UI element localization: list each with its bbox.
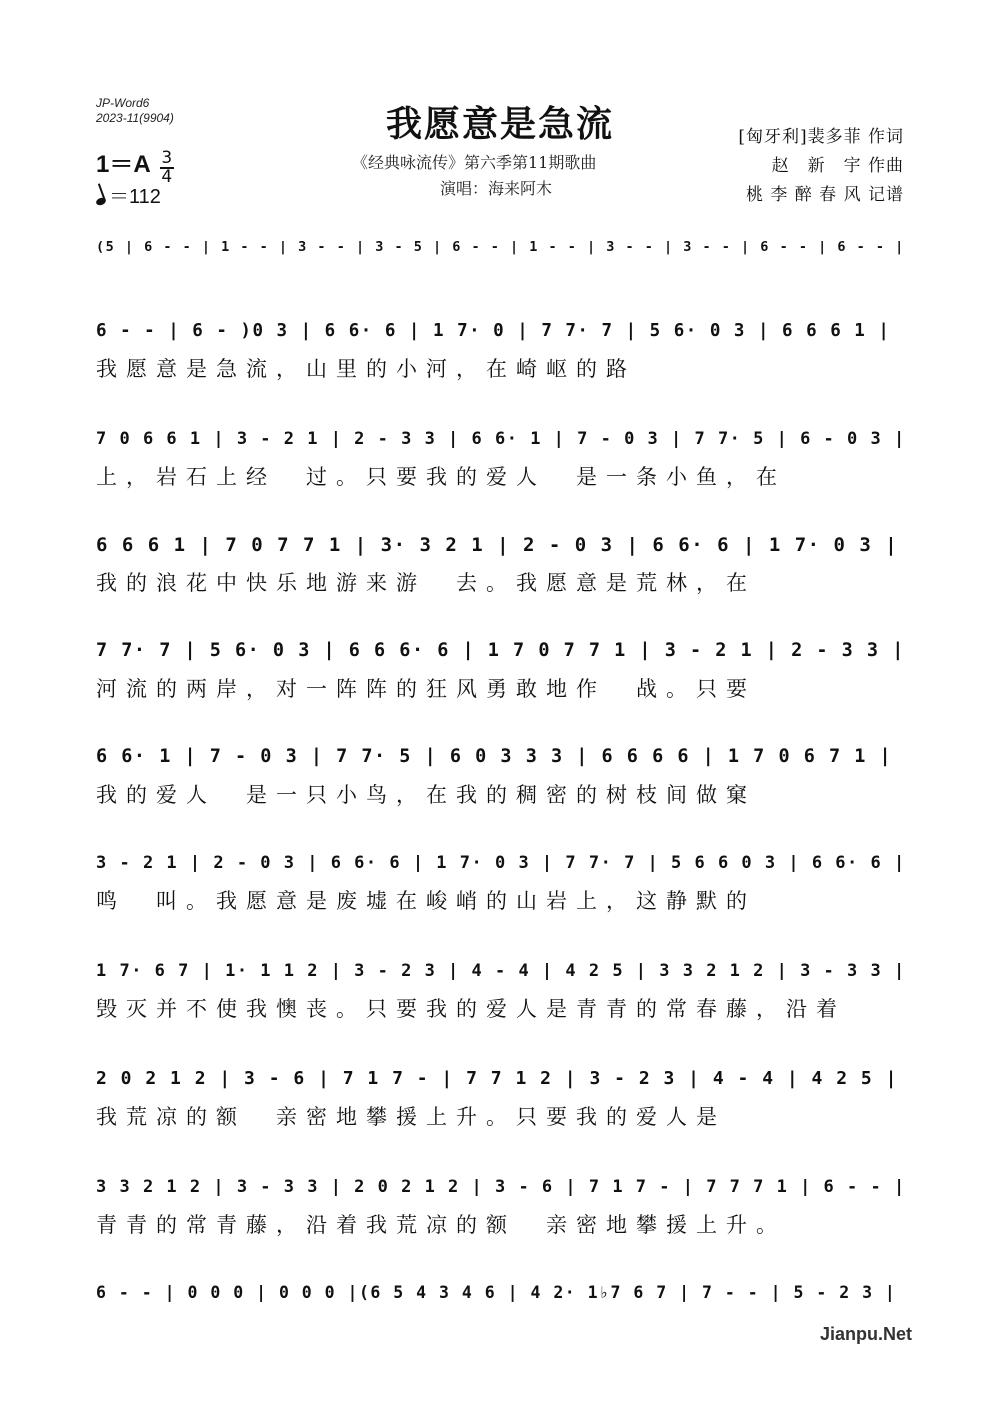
tempo-mark <box>96 180 161 209</box>
lyric-line: 我愿意是急流，山里的小河，在崎岖的路 <box>96 357 636 381</box>
software-name: JP-Word6 <box>96 96 150 110</box>
lyric-line: 毁灭并不使我懊丧。只要我的爱人是青青的常春藤，沿着 <box>96 997 846 1021</box>
software-version: 2023-11(9904) <box>96 111 174 125</box>
lyric-line: 我的浪花中快乐地游来游 去。我愿意是荒林，在 <box>96 571 756 595</box>
lyric-line: 河流的两岸，对一阵阵的狂风勇敢地作 战。只要 <box>96 677 756 701</box>
notation-line: 7 0 6 6 1 | 3 - 2 1 | 2 - 3 3 | 6 6· 1 | 7 - 0 3 | 7 7· 5 | 6 - 0 3 | <box>96 429 906 449</box>
credits-block <box>664 122 904 205</box>
composer-credit: 赵 新 宇 作曲 <box>771 156 904 176</box>
key-label: 1＝A <box>96 151 151 178</box>
singer-credit: 演唱：海来阿木 <box>440 179 553 198</box>
score-system <box>96 422 906 492</box>
tempo-value: ＝112 <box>109 186 161 208</box>
notation-line: 7 7· 7 | 5 6· 0 3 | 6 6 6· 6 | 1 7 0 7 7 1 | 3 - 2 1 | 2 - 3 3 | <box>96 640 905 661</box>
quarter-note-icon <box>95 197 107 207</box>
time-signature-top: 3 <box>161 147 173 168</box>
lyric-line: 上，岩石上经 过。只要我的爱人 是一条小鱼，在 <box>96 465 786 489</box>
score-system <box>96 634 906 704</box>
score-system <box>96 846 906 916</box>
score-system <box>96 1170 906 1240</box>
song-title: 我愿意是急流 <box>385 103 614 145</box>
notation-line: 3 - 2 1 | 2 - 0 3 | 6 6· 6 | 1 7· 0 3 | 7 7· 7 | 5 6 6 0 3 | 6 6· 6 | <box>96 853 906 873</box>
notation-line: 1 7· 6 7 | 1· 1 1 2 | 3 - 2 3 | 4 - 4 | 4 2 5 | 3 3 2 1 2 | 3 - 3 3 | <box>96 961 906 981</box>
notation-line: 6 6 6 1 | 7 0 7 7 1 | 3· 3 2 1 | 2 - 0 3 | 6 6· 6 | 1 7· 0 3 | <box>96 534 899 556</box>
site-logo: Jianpu.Net <box>819 1324 912 1344</box>
transcriber-credit: 桃 李 醉 春 风 记谱 <box>745 185 904 205</box>
score-system <box>96 230 906 264</box>
notation-line: 3 3 2 1 2 | 3 - 3 3 | 2 0 2 1 2 | 3 - 6 | 7 1 7 - | 7 7 7 1 | 6 - - | <box>96 1177 906 1197</box>
lyric-line: 我荒凉的额 亲密地攀援上升。只要我的爱人是 <box>96 1105 726 1129</box>
score-system <box>96 1062 906 1132</box>
score-system <box>96 314 906 384</box>
score-system <box>96 740 906 810</box>
song-subtitle: 《经典咏流传》第六季第11期歌曲 <box>352 153 597 172</box>
notation-line: 6 - - | 6 - )0 3 | 6 6· 6 | 1 7· 0 | 7 7· 7 | 5 6· 0 3 | 6 6 6 1 | <box>96 321 891 341</box>
score-system <box>96 954 906 1024</box>
time-signature <box>160 147 174 187</box>
notation-line: 2 0 2 1 2 | 3 - 6 | 7 1 7 - | 7 7 1 2 | 3 - 2 3 | 4 - 4 | 4 2 5 | <box>96 1068 898 1089</box>
lyricist-credit: [匈牙利]裴多菲 作词 <box>738 127 904 147</box>
score-system <box>96 528 906 598</box>
lyric-line: 鸣 叫。我愿意是废墟在峻峭的山岩上，这静默的 <box>96 889 756 913</box>
lyric-line: 青青的常青藤，沿着我荒凉的额 亲密地攀援上升。 <box>96 1213 786 1237</box>
notation-line: 6 - - | 0 0 0 | 0 0 0 |(6 5 4 3 4 6 | 4 2· 1♭7 6 7 | 7 - - | 5 - 2 3 | <box>96 1283 897 1302</box>
time-signature-bottom: 4 <box>161 166 173 187</box>
notation-line: (5 | 6 - - | 1 - - | 3 - - | 3 - 5 | 6 - - | 1 - - | 3 - - | 3 - - | 6 - - | 6 - - | <box>96 239 905 255</box>
lyric-line: 我的爱人 是一只小鸟，在我的稠密的树枝间做窠 <box>96 783 756 807</box>
software-meta <box>96 96 174 126</box>
key-signature <box>96 144 174 185</box>
notation-line: 6 6· 1 | 7 - 0 3 | 7 7· 5 | 6 0 3 3 3 | 6 6 6 6 | 1 7 0 6 7 1 | <box>96 746 893 767</box>
score-system <box>96 1276 906 1310</box>
